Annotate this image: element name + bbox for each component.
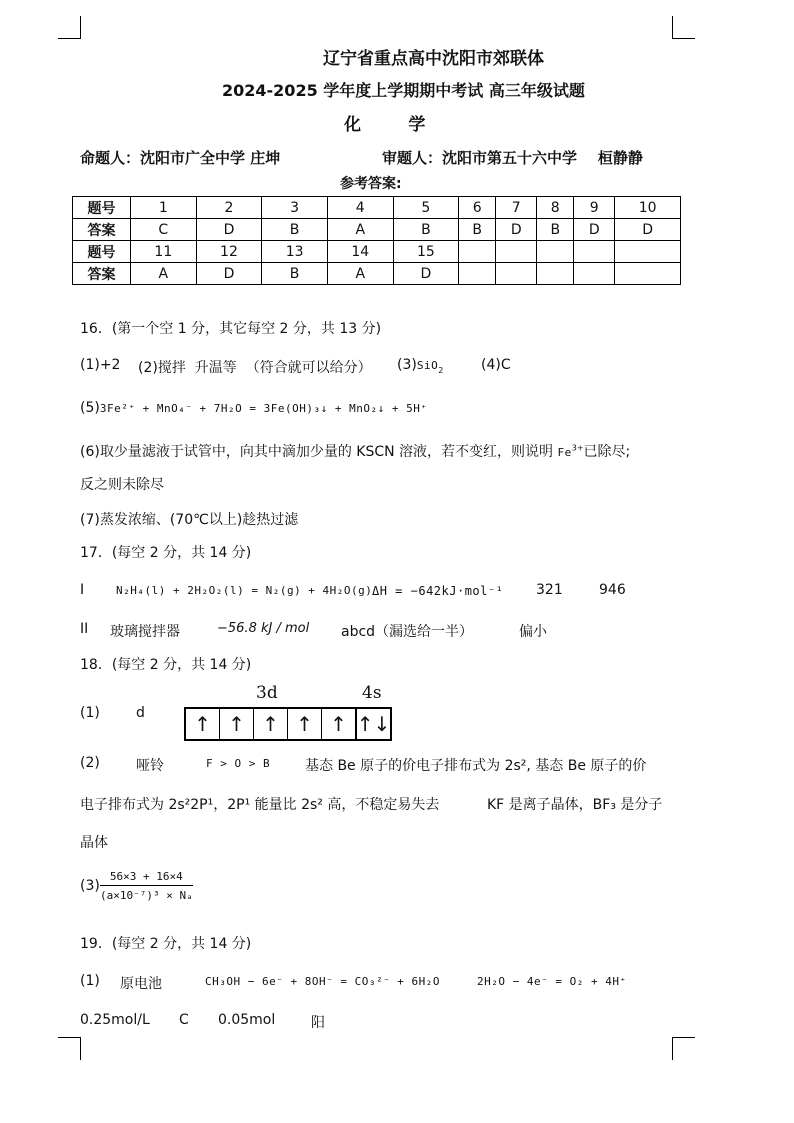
fraction-numerator: 56×3 + 16×4 — [100, 870, 193, 886]
q19-answer-1-equation-2: 2H₂O − 4e⁻ = O₂ + 4H⁺ — [477, 975, 627, 988]
q18-answer-3-label: (3) — [80, 878, 100, 894]
q18-answer-2-order: F > O > B — [206, 757, 271, 770]
header-author: 命题人：沈阳市广全中学 庄坤 — [80, 149, 281, 167]
q16-answer-6-line2: 反之则未除尽 — [80, 477, 164, 493]
q17-part-ii-answer-b: −56.8 kJ / mol — [217, 621, 310, 636]
q16-answer-6-ion: Fe — [557, 446, 572, 459]
q16-answer-7: (7)蒸发浓缩、(70℃以上)趁热过滤 — [80, 512, 299, 528]
q17-part-i-value-1: 321 — [536, 582, 563, 598]
table-cell: B — [393, 219, 459, 241]
q17-part-ii-label: II — [80, 621, 89, 637]
q16-answer-6-line1 — [80, 441, 630, 461]
table-cell: 10 — [615, 197, 681, 219]
q19-answer-2-value-1: 0.25mol/L — [80, 1012, 150, 1028]
crop-mark-bottom-left — [58, 1037, 81, 1060]
table-cell: D — [196, 219, 262, 241]
table-cell — [496, 263, 537, 285]
density-fraction — [100, 870, 193, 902]
table-cell — [496, 241, 537, 263]
q17-part-ii-answer-a: 玻璃搅拌器 — [110, 624, 180, 640]
header-exam-title: 2024-2025 学年度上学期期中考试 高三年级试题 — [222, 81, 585, 100]
table-row — [73, 219, 681, 241]
answers-title: 参考答案: — [340, 176, 402, 192]
table-cell: D — [615, 219, 681, 241]
header-reviewer: 审题人：沈阳市第五十六中学 桓静静 — [382, 149, 643, 167]
table-cell — [615, 263, 681, 285]
q18-answer-1-value: d — [136, 705, 145, 721]
answer-table — [72, 196, 681, 285]
q16-answer-6-text-end: 已除尽; — [583, 444, 631, 460]
q16-answer-1: (1)+2 — [80, 357, 121, 373]
header-school: 辽宁省重点高中沈阳市郊联体 — [323, 49, 544, 69]
table-cell: 2 — [196, 197, 262, 219]
q18-answer-2-text-2: 电子排布式为 2s²2P¹，2P¹ 能量比 2s² 高，不稳定易失去 — [80, 797, 440, 813]
table-cell: B — [262, 219, 328, 241]
table-cell: 11 — [131, 241, 197, 263]
q16-answer-5-equation: 3Fe²⁺ + MnO₄⁻ + 7H₂O = 3Fe(OH)₃↓ + MnO₂↓ + 5H⁺ — [99, 402, 428, 415]
table-cell: D — [574, 219, 615, 241]
q17-part-ii-answer-c: abcd（漏选给一半） — [341, 624, 474, 640]
table-cell: A — [131, 263, 197, 285]
orbital-box: ↑ — [220, 709, 254, 739]
orbital-diagram-4s — [355, 707, 392, 741]
table-cell: 14 — [327, 241, 393, 263]
q16-answer-6-text: (6)取少量滤液于试管中，向其中滴加少量的 KSCN 溶液，若不变红，则说明 — [80, 444, 554, 460]
table-cell: 15 — [393, 241, 459, 263]
q17-part-i-label: I — [80, 582, 85, 598]
orbital-diagram-3d — [184, 707, 357, 741]
table-cell: 1 — [131, 197, 197, 219]
q16-answer-2: (2)搅拌 升温等 （符合就可以给分） — [138, 360, 372, 376]
q16-answer-4: (4)C — [481, 357, 511, 373]
q16-heading: 16．(第一个空 1 分，其它每空 2 分，共 13 分) — [80, 321, 382, 337]
table-cell: 6 — [459, 197, 496, 219]
table-cell: B — [262, 263, 328, 285]
q17-part-i-value-2: 946 — [599, 582, 626, 598]
fraction-denominator: (a×10⁻⁷)³ × Nₐ — [100, 889, 193, 902]
table-cell: A — [327, 219, 393, 241]
orbital-box: ↑ — [254, 709, 288, 739]
q16-answer-3-label: (3) — [397, 357, 417, 373]
crop-mark-top-left — [58, 16, 81, 39]
q16-answer-3-subscript: 2 — [438, 365, 444, 375]
q19-answer-1-label: (1) — [80, 973, 100, 989]
orbital-box: ↑ — [186, 709, 220, 739]
table-cell: 3 — [262, 197, 328, 219]
q18-answer-2-shape: 哑铃 — [136, 758, 164, 774]
q18-heading: 18．(每空 2 分，共 14 分) — [80, 657, 252, 673]
header-subject: 化 学 — [344, 115, 426, 135]
q16-answer-5 — [80, 400, 427, 416]
table-cell: 9 — [574, 197, 615, 219]
q19-answer-2-value-4: 阳 — [311, 1015, 325, 1031]
table-cell: A — [327, 263, 393, 285]
table-cell: 7 — [496, 197, 537, 219]
orbital-3d-label: 3d — [256, 683, 278, 703]
table-cell — [459, 263, 496, 285]
table-cell: 答案 — [73, 263, 131, 285]
orbital-4s-label: 4s — [362, 683, 382, 703]
table-cell — [574, 263, 615, 285]
q16-answer-3-formula: SiO — [416, 359, 439, 372]
orbital-box: ↑↓ — [356, 712, 391, 736]
orbital-box: ↑ — [330, 712, 347, 736]
table-cell: 4 — [327, 197, 393, 219]
table-cell: 8 — [537, 197, 574, 219]
q17-part-i-enthalpy: ΔH = −642kJ·mol⁻¹ — [372, 584, 504, 598]
orbital-box: ↑ — [288, 709, 322, 739]
crop-mark-top-right — [672, 16, 695, 39]
q17-part-ii-answer-d: 偏小 — [519, 624, 547, 640]
q19-answer-1-cell-type: 原电池 — [120, 976, 162, 992]
table-cell: 答案 — [73, 219, 131, 241]
table-cell — [615, 241, 681, 263]
q18-answer-2-label: (2) — [80, 755, 100, 771]
q18-answer-2-text-4: 晶体 — [80, 835, 108, 851]
crop-mark-bottom-right — [672, 1037, 695, 1060]
table-cell — [537, 263, 574, 285]
table-cell: B — [537, 219, 574, 241]
q19-answer-2-value-2: C — [179, 1012, 189, 1028]
table-cell — [537, 241, 574, 263]
table-cell — [459, 241, 496, 263]
q18-answer-2-text-1: 基态 Be 原子的价电子排布式为 2s², 基态 Be 原子的价 — [305, 758, 647, 774]
table-cell: 13 — [262, 241, 328, 263]
table-row — [73, 197, 681, 219]
table-cell: D — [496, 219, 537, 241]
q16-answer-3 — [397, 357, 443, 373]
q17-part-i-equation: N₂H₄(l) + 2H₂O₂(l) = N₂(g) + 4H₂O(g) — [116, 584, 373, 597]
q16-answer-5-label: (5) — [80, 400, 100, 416]
table-cell: B — [459, 219, 496, 241]
q18-answer-2-text-3: KF 是离子晶体，BF₃ 是分子 — [487, 797, 663, 813]
q16-answer-6-ion-charge: 3+ — [571, 443, 584, 453]
table-cell: C — [131, 219, 197, 241]
table-cell: D — [393, 263, 459, 285]
table-cell: D — [196, 263, 262, 285]
table-cell: 题号 — [73, 241, 131, 263]
q19-heading: 19．(每空 2 分，共 14 分) — [80, 936, 252, 952]
q19-answer-1-equation-1: CH₃OH − 6e⁻ + 8OH⁻ = CO₃²⁻ + 6H₂O — [205, 975, 441, 988]
table-cell: 12 — [196, 241, 262, 263]
q18-answer-1-label: (1) — [80, 705, 100, 721]
table-cell: 题号 — [73, 197, 131, 219]
table-row — [73, 263, 681, 285]
table-cell — [574, 241, 615, 263]
table-row — [73, 241, 681, 263]
table-cell: 5 — [393, 197, 459, 219]
q17-heading: 17．(每空 2 分，共 14 分) — [80, 545, 252, 561]
q19-answer-2-value-3: 0.05mol — [218, 1012, 276, 1028]
